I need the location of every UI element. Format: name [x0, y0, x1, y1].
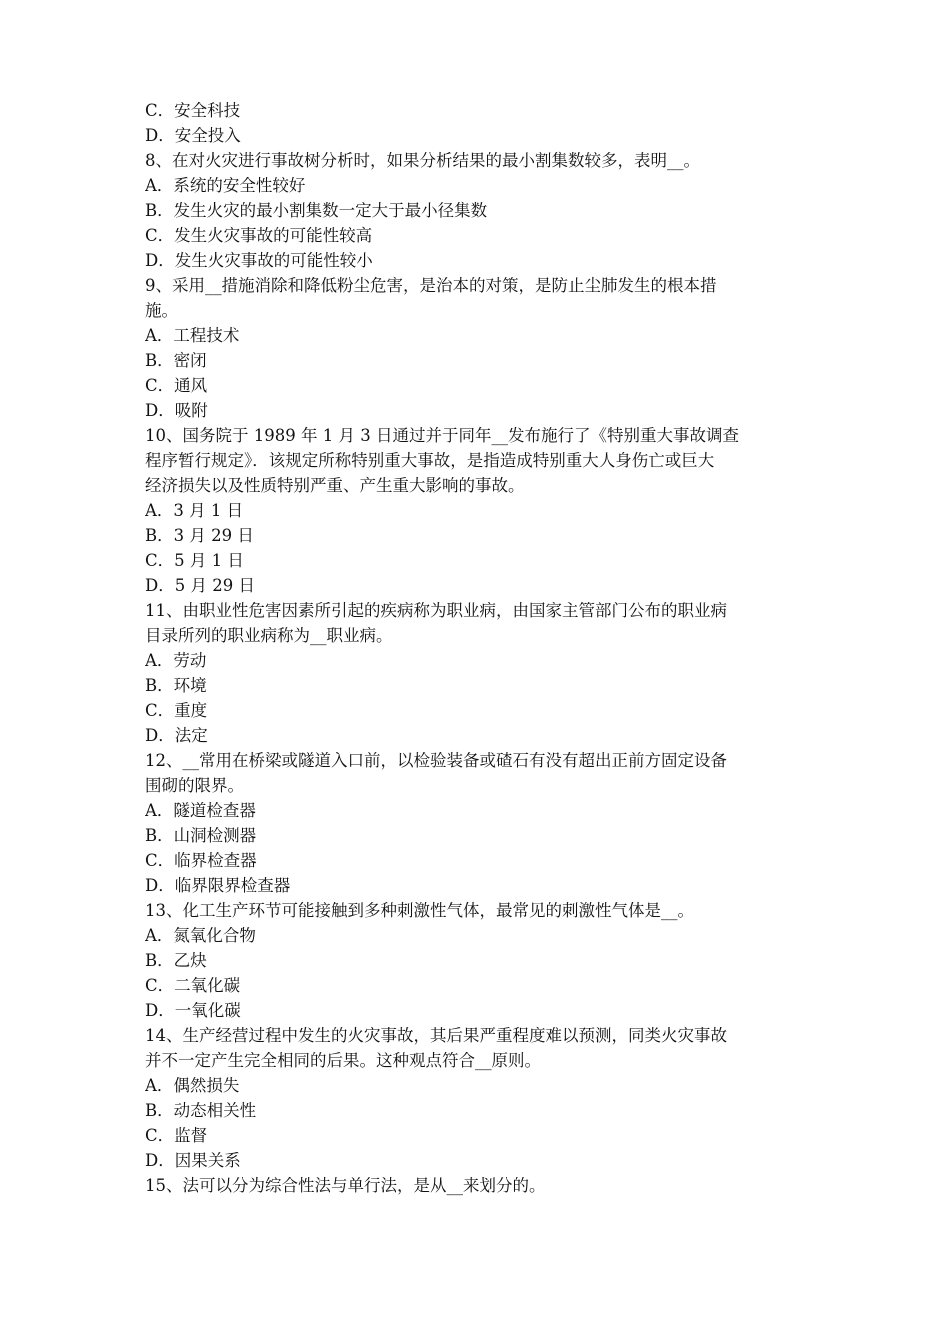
- option-line: D．发生火灾事故的可能性较小: [145, 251, 373, 270]
- text-line: 并不一定产生完全相同的后果。这种观点符合__原则。: [145, 1051, 541, 1070]
- question-11: 11、由职业性危害因素所引起的疾病称为职业病，由国家主管部门公布的职业病: [145, 601, 727, 620]
- option-line: B．乙炔: [145, 951, 207, 970]
- option-line: B．环境: [145, 676, 207, 695]
- text-line: C．安全科技: [145, 101, 241, 120]
- option-line: D．法定: [145, 726, 208, 745]
- option-line: B．3 月 29 日: [145, 526, 254, 545]
- question-8: 8、在对火灾进行事故树分析时，如果分析结果的最小割集数较多，表明__。: [145, 151, 700, 170]
- option-line: A．系统的安全性较好: [145, 176, 306, 195]
- option-line: B．发生火灾的最小割集数一定大于最小径集数: [145, 201, 488, 220]
- option-line: A．工程技术: [145, 326, 240, 345]
- text-line: 经济损失以及性质特别严重、产生重大影响的事故。: [145, 476, 525, 495]
- text-line: 施。: [145, 301, 178, 320]
- option-line: D．临界限界检查器: [145, 876, 291, 895]
- text-line: 围砌的限界。: [145, 776, 244, 795]
- option-line: C．发生火灾事故的可能性较高: [145, 226, 373, 245]
- option-line: B．动态相关性: [145, 1101, 257, 1120]
- option-line: C．临界检查器: [145, 851, 257, 870]
- option-line: D．一氧化碳: [145, 1001, 241, 1020]
- option-line: A．偶然损失: [145, 1076, 240, 1095]
- option-line: A．氮氧化合物: [145, 926, 256, 945]
- option-line: D．5 月 29 日: [145, 576, 255, 595]
- option-line: A．3 月 1 日: [145, 501, 244, 520]
- option-line: A．劳动: [145, 651, 207, 670]
- question-14: 14、生产经营过程中发生的火灾事故，其后果严重程度难以预测，同类火灾事故: [145, 1026, 727, 1045]
- option-line: C．二氧化碳: [145, 976, 241, 995]
- option-line: C．监督: [145, 1126, 208, 1145]
- question-12: 12、__常用在桥梁或隧道入口前，以检验装备或碴石有没有超出正前方固定设备: [145, 751, 727, 770]
- option-line: C．重度: [145, 701, 208, 720]
- question-10: 10、国务院于 1989 年 1 月 3 日通过并于同年__发布施行了《特别重大事故调查: [145, 426, 739, 445]
- text-line: 目录所列的职业病称为__职业病。: [145, 626, 393, 645]
- document-body: [145, 98, 810, 1198]
- option-line: D．因果关系: [145, 1151, 241, 1170]
- option-line: A．隧道检查器: [145, 801, 256, 820]
- option-line: C．通风: [145, 376, 208, 395]
- question-15: 15、法可以分为综合性法与单行法，是从__来划分的。: [145, 1176, 546, 1195]
- option-line: B．密闭: [145, 351, 207, 370]
- option-line: D．吸附: [145, 401, 208, 420]
- question-13: 13、化工生产环节可能接触到多种刺激性气体，最常见的刺激性气体是__。: [145, 901, 694, 920]
- text-line: 程序暂行规定》．该规定所称特别重大事故，是指造成特别重大人身伤亡或巨大: [145, 451, 715, 470]
- question-9: 9、采用__措施消除和降低粉尘危害，是治本的对策，是防止尘肺发生的根本措: [145, 276, 717, 295]
- option-line: C．5 月 1 日: [145, 551, 244, 570]
- text-line: D．安全投入: [145, 126, 241, 145]
- option-line: B．山洞检测器: [145, 826, 257, 845]
